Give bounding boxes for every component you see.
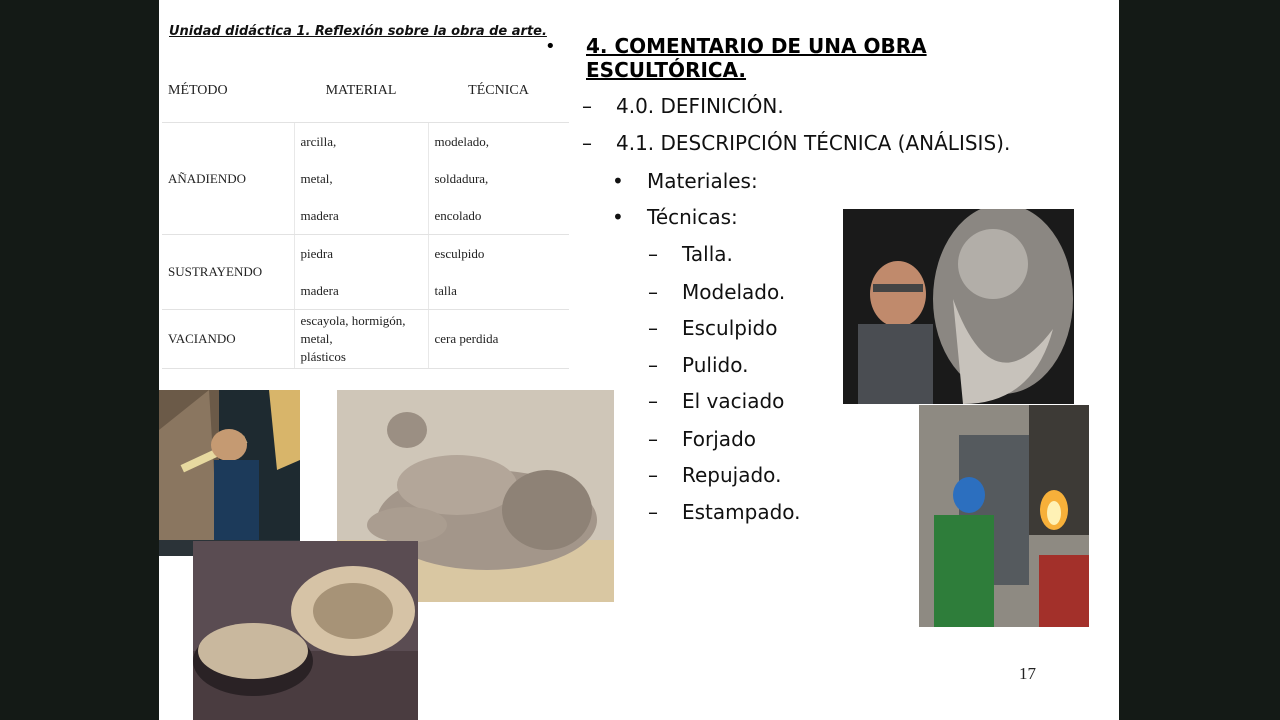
blacksmith-image (919, 405, 1089, 627)
technique-label: Talla. (682, 242, 733, 266)
section-heading: 4. COMENTARIO DE UNA OBRA ESCULTÓRICA. (586, 34, 927, 82)
material-value: madera (300, 283, 339, 298)
header-material: MATERIAL (294, 60, 428, 123)
technique-cell (428, 123, 569, 235)
technique-label: Pulido. (682, 353, 749, 377)
method-table (162, 60, 569, 369)
mould-image (193, 541, 418, 720)
material-value: arcilla, (300, 134, 337, 149)
sculptor-bust-image (843, 209, 1074, 404)
dash-marker: – (648, 316, 658, 340)
technique-item (648, 500, 801, 524)
technique-item (648, 280, 785, 304)
dot-marker: • (612, 205, 624, 229)
chisel-carving-image (159, 390, 300, 556)
technique-item (648, 242, 733, 266)
dash-marker: – (648, 500, 658, 524)
technique-cell (428, 310, 569, 369)
subitem-label: Materiales: (647, 169, 758, 193)
method-cell: VACIANDO (162, 310, 294, 369)
material-cell (294, 310, 428, 369)
chisel-carving-photo (159, 390, 300, 556)
technique-cell (428, 235, 569, 310)
blacksmith-photo (919, 405, 1089, 627)
technique-label: Esculpido (682, 316, 778, 340)
item-label: 4.1. DESCRIPCIÓN TÉCNICA (ANÁLISIS). (616, 131, 1011, 155)
table-row (162, 123, 569, 235)
dash-marker: – (648, 353, 658, 377)
method-cell: AÑADIENDO (162, 123, 294, 235)
mould-photo (193, 541, 418, 720)
slide (159, 0, 1119, 720)
material-value: madera (300, 208, 339, 223)
item-label: 4.0. DEFINICIÓN. (616, 94, 784, 118)
technique-value: soldadura, (434, 171, 489, 186)
technique-value: esculpido (434, 246, 485, 261)
technique-value: talla (434, 283, 457, 298)
unit-title: Unidad didáctica 1. Reflexión sobre la obra de arte. (169, 24, 547, 39)
dash-marker: – (582, 94, 592, 118)
technique-item (648, 427, 756, 451)
dash-marker: – (582, 131, 592, 155)
item-technical-description (582, 131, 1010, 155)
sculptor-bust-photo (843, 209, 1074, 404)
dash-marker: – (648, 389, 658, 413)
method-cell: SUSTRAYENDO (162, 235, 294, 310)
technique-value: encolado (434, 208, 482, 223)
item-definition (582, 94, 784, 118)
table-row (162, 310, 569, 369)
technique-label: Forjado (682, 427, 756, 451)
subitem-label: Técnicas: (647, 205, 738, 229)
technique-item (648, 463, 781, 487)
header-technique: TÉCNICA (428, 60, 569, 123)
material-cell (294, 123, 428, 235)
technique-value: cera perdida (434, 331, 499, 346)
technique-label: Modelado. (682, 280, 786, 304)
technique-label: Estampado. (682, 500, 801, 524)
table-row (162, 235, 569, 310)
header-method: MÉTODO (162, 60, 294, 123)
dot-marker: • (612, 169, 624, 193)
material-cell (294, 235, 428, 310)
material-value: escayola, hormigón, metal, (300, 313, 406, 346)
table-header-row (162, 60, 569, 123)
technique-label: El vaciado (682, 389, 785, 413)
technique-item (648, 353, 748, 377)
dash-marker: – (648, 427, 658, 451)
technique-item (648, 316, 777, 340)
dash-marker: – (648, 242, 658, 266)
dash-marker: – (648, 280, 658, 304)
material-value: plásticos (300, 349, 346, 364)
heading-bullet: • (545, 36, 556, 57)
subitem-techniques (612, 205, 738, 229)
subitem-materials (612, 169, 758, 193)
material-value: metal, (300, 171, 333, 186)
page-number: 17 (1019, 664, 1036, 683)
dash-marker: – (648, 463, 658, 487)
technique-label: Repujado. (682, 463, 782, 487)
technique-item (648, 389, 784, 413)
material-value: piedra (300, 246, 333, 261)
technique-value: modelado, (434, 134, 490, 149)
